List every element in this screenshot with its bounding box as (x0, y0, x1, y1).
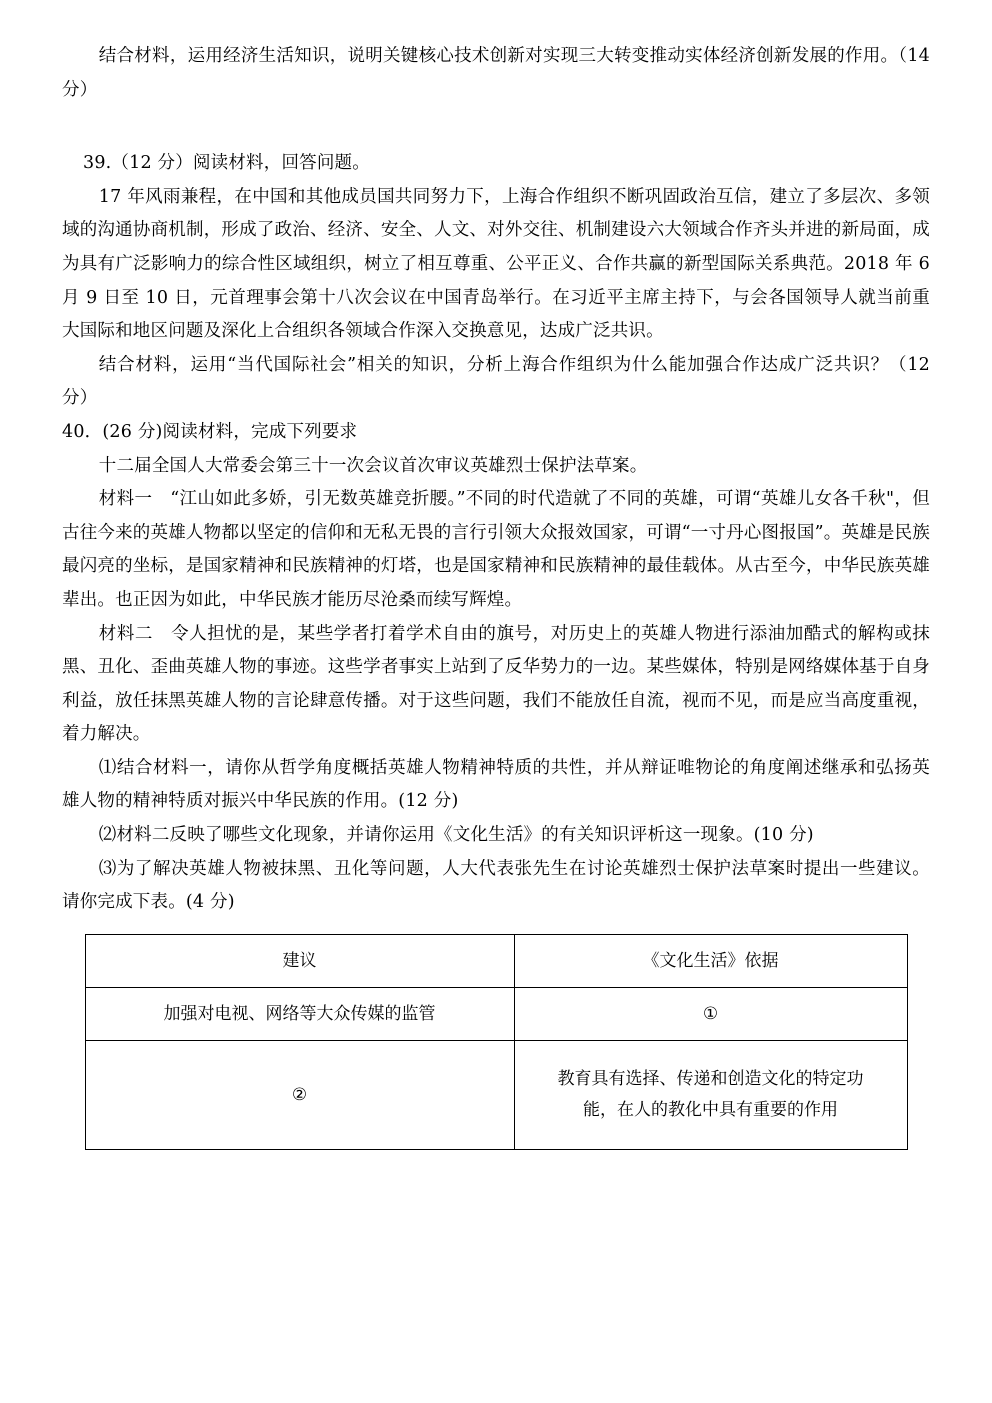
table-header-suggestion: 建议 (85, 934, 514, 987)
question-39-heading: 39.（12 分）阅读材料，回答问题。 (83, 153, 370, 174)
table-cell-basis-2 (514, 1040, 907, 1149)
table-row (85, 987, 907, 1040)
table-cell-suggestion-1: 加强对电视、网络等大众传媒的监管 (85, 987, 514, 1040)
table-header-basis: 《文化生活》依据 (514, 934, 907, 987)
table-row (85, 1040, 907, 1149)
question-40-material-one: 材料一 “江山如此多娇，引无数英雄竞折腰。”不同的时代造就了不同的英雄，可谓“英雄儿女各千秋"，但古往今来的英雄人物都以坚定的信仰和无私无畏的言行引领大众报效国家，可谓“一寸丹心图报国”。英雄是民族最闪亮的坐标，是国家精神和民族精神的灯塔，也是国家精神和民族精神的最佳载体。从古至今，中华民族英雄辈出。也正因为如此，中华民族才能历尽沧桑而续写辉煌。 (62, 489, 930, 610)
question-39-material: 17 年风雨兼程，在中国和其他成员国共同努力下，上海合作组织不断巩固政治互信，建立了多层次、多领域的沟通协商机制，形成了政治、经济、安全、人文、对外交往、机制建设六大领域合作齐头并进的新局面，成为具有广泛影响力的综合性区域组织，树立了相互尊重、公平正义、合作共赢的新型国际关系典范。2018 年 6 月 9 日至 10 日，元首理事会第十八次会议在中国青岛举行。在习近平主席主持下，与会各国领导人就当前重大国际和地区问题及深化上合组织各领域合作深入交换意见，达成广泛共识。 (62, 186, 930, 342)
table-cell-basis-2-line-1: 教育具有选择、传递和创造文化的特定功 (557, 1069, 864, 1090)
table-cell-basis-2-line-2: 能，在人的教化中具有重要的作用 (583, 1099, 838, 1120)
question-40-sub-2: ⑵材料二反映了哪些文化现象，并请你运用《文化生活》的有关知识评析这一现象。(10 分) (98, 825, 814, 846)
table-cell-basis-1: ① (514, 987, 907, 1040)
question-40-lead: 十二届全国人大常委会第三十一次会议首次审议英雄烈士保护法草案。 (98, 455, 648, 476)
answer-table (85, 934, 908, 1150)
question-40-heading: 40．(26 分)阅读材料，完成下列要求 (62, 421, 358, 442)
table-header-row (85, 934, 907, 987)
table-cell-suggestion-2: ② (85, 1040, 514, 1149)
question-40-sub-3: ⑶为了解决英雄人物被抹黑、丑化等问题，人大代表张先生在讨论英雄烈士保护法草案时提出一些建议。请你完成下表。(4 分) (62, 858, 930, 913)
question-39-prompt: 结合材料，运用“当代国际社会”相关的知识，分析上海合作组织为什么能加强合作达成广泛共识？（12 分） (62, 354, 930, 409)
question-40-material-two: 材料二 令人担忧的是，某些学者打着学术自由的旗号，对历史上的英雄人物进行添油加酷式的解构或抹黑、丑化、歪曲英雄人物的事迹。这些学者事实上站到了反华势力的一边。某些媒体，特别是网络媒体基于自身利益，放任抹黑英雄人物的言论肆意传播。对于这些问题，我们不能放任自流，视而不见，而是应当高度重视，着力解决。 (62, 623, 930, 745)
question-38-prompt: 结合材料，运用经济生活知识，说明关键核心技术创新对实现三大转变推动实体经济创新发展的作用。（14 分） (62, 46, 930, 100)
question-40-sub-1: ⑴结合材料一，请你从哲学角度概括英雄人物精神特质的共性，并从辩证唯物论的角度阐述继承和弘扬英雄人物的精神特质对振兴中华民族的作用。(12 分) (62, 757, 930, 812)
spacer (62, 107, 930, 147)
